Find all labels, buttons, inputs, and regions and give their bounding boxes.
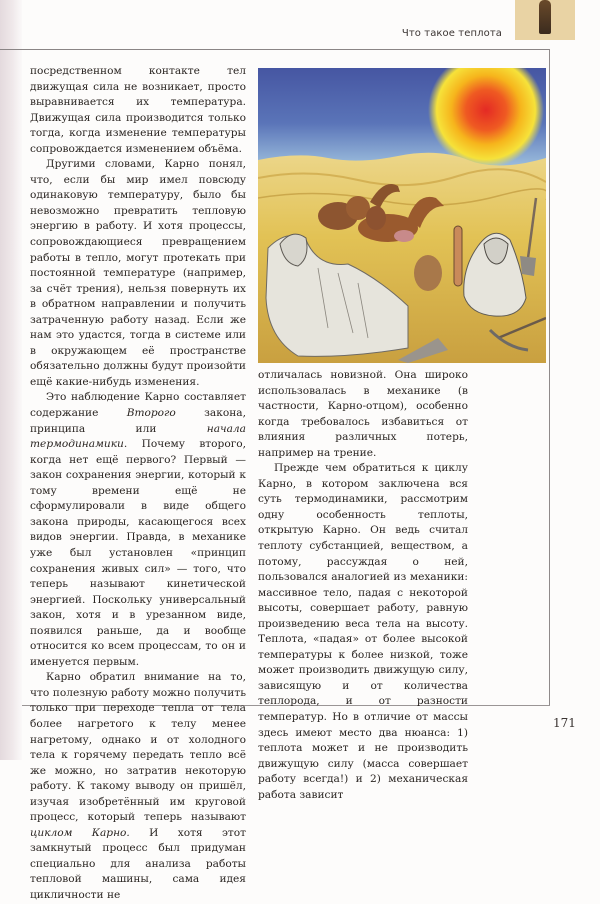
text-run: Это наблюдение Карно составляет содержание [30,391,246,420]
text-run: закона, принципа или [30,407,246,435]
text-run: Другими словами, Карно понял, что, если бы мир имел повсюду одинаковую температуру, было бы невозможно превратить тепловую энергию в работу. И хотя процессы, сопровождающиеся превращением работы в тепло, могут протекать при постоянной температуре (например, за счёт трения), нельзя повернуть их в обратном направлении и получить затраченную работу назад. Если же нам это удастся, тогда в системе или в окружающем её пространстве обязательно должны будут произойти ещё какие-нибудь изменения. [30,158,246,388]
text-run: И хотя этот замкнутый процесс был придуман специально для анализа работы тепловой машины, сама идея цикличности не [30,826,246,901]
running-header-title: Что такое теплота [401,28,502,39]
book-binding-shadow [0,0,22,760]
left-text-column [30,64,246,904]
frame-right-rule [549,49,550,706]
text-run: Почему второго, когда нет ещё первого? Первый — закон сохранения энергии, который к тому времени ещё не сформулировали в виде общего закона природы, касающегося всех видов энергии. Правда, в механике уже был установлен «принцип сохранения живых сил» — того, что теперь называют кинетической энергией. Поскольку универсальный закон, хотя и в урезанном виде, появился раньше, да и вообще относится ко всем процессам, то он и именуется первым. [30,438,246,668]
text-run: Прежде чем обратиться к циклу Карно, в котором заключена вся суть термодинамики, рассмотрим одну особенность теплоты, открытую Карно. Он ведь считал теплоту субстанцией, веществом, а потому, рассуждая о ней, пользовался аналогией из механики: массивное тело, падая с некоторой высоты, совершает работу, равную произведению веса тела на высоту. Теплота, «падая» от более высокой температуры к более низкой, тоже может производить движущую силу, зависящую и от количества теплорода, и от разности температур. Но в отличие от массы здесь имеют место два нюанса: 1) теплота может и не производить движущую силу (масса совершает работу всегда!) и 2) механическая работа зависит [258,462,468,801]
emphasized-term: циклом Карно. [30,826,130,839]
paragraph [30,390,246,670]
paragraph [30,670,246,903]
paragraph [258,461,468,803]
paragraph [258,368,468,461]
emphasized-term: начала термодинамики. [30,422,246,451]
paragraph [30,157,246,390]
page-number: 171 [553,716,576,730]
frame-top-rule [0,49,550,50]
text-run: отличалась новизной. Она широко использовалась в механике (в частности, Карно-отцом), особенно когда требовалось избавиться от влияния различных потерь, например на трение. [258,369,468,459]
desert-illustration [258,68,546,363]
figure-thumbnail-icon [515,0,575,40]
right-text-column [258,368,468,803]
text-run: Карно обратил внимание на то, что полезную работу можно получить только при переходе тепла от тела более нагретого к телу менее нагретому, однако и от холодного тела к горячему передать тепло всё же можно, но затратив некоторую работу. К такому выводу он пришёл, изучая изобретённый им круговой процесс, который теперь называют [30,671,246,824]
paragraph [30,64,246,157]
emphasized-term: Второго [126,407,176,420]
text-run: посредственном контакте тел движущая сила не возникает, просто выравнивается их температура. Движущая сила производится только тогда, когда изменение температуры сопровождается изменением объёма. [30,65,246,155]
standing-figure-icon [539,0,551,34]
